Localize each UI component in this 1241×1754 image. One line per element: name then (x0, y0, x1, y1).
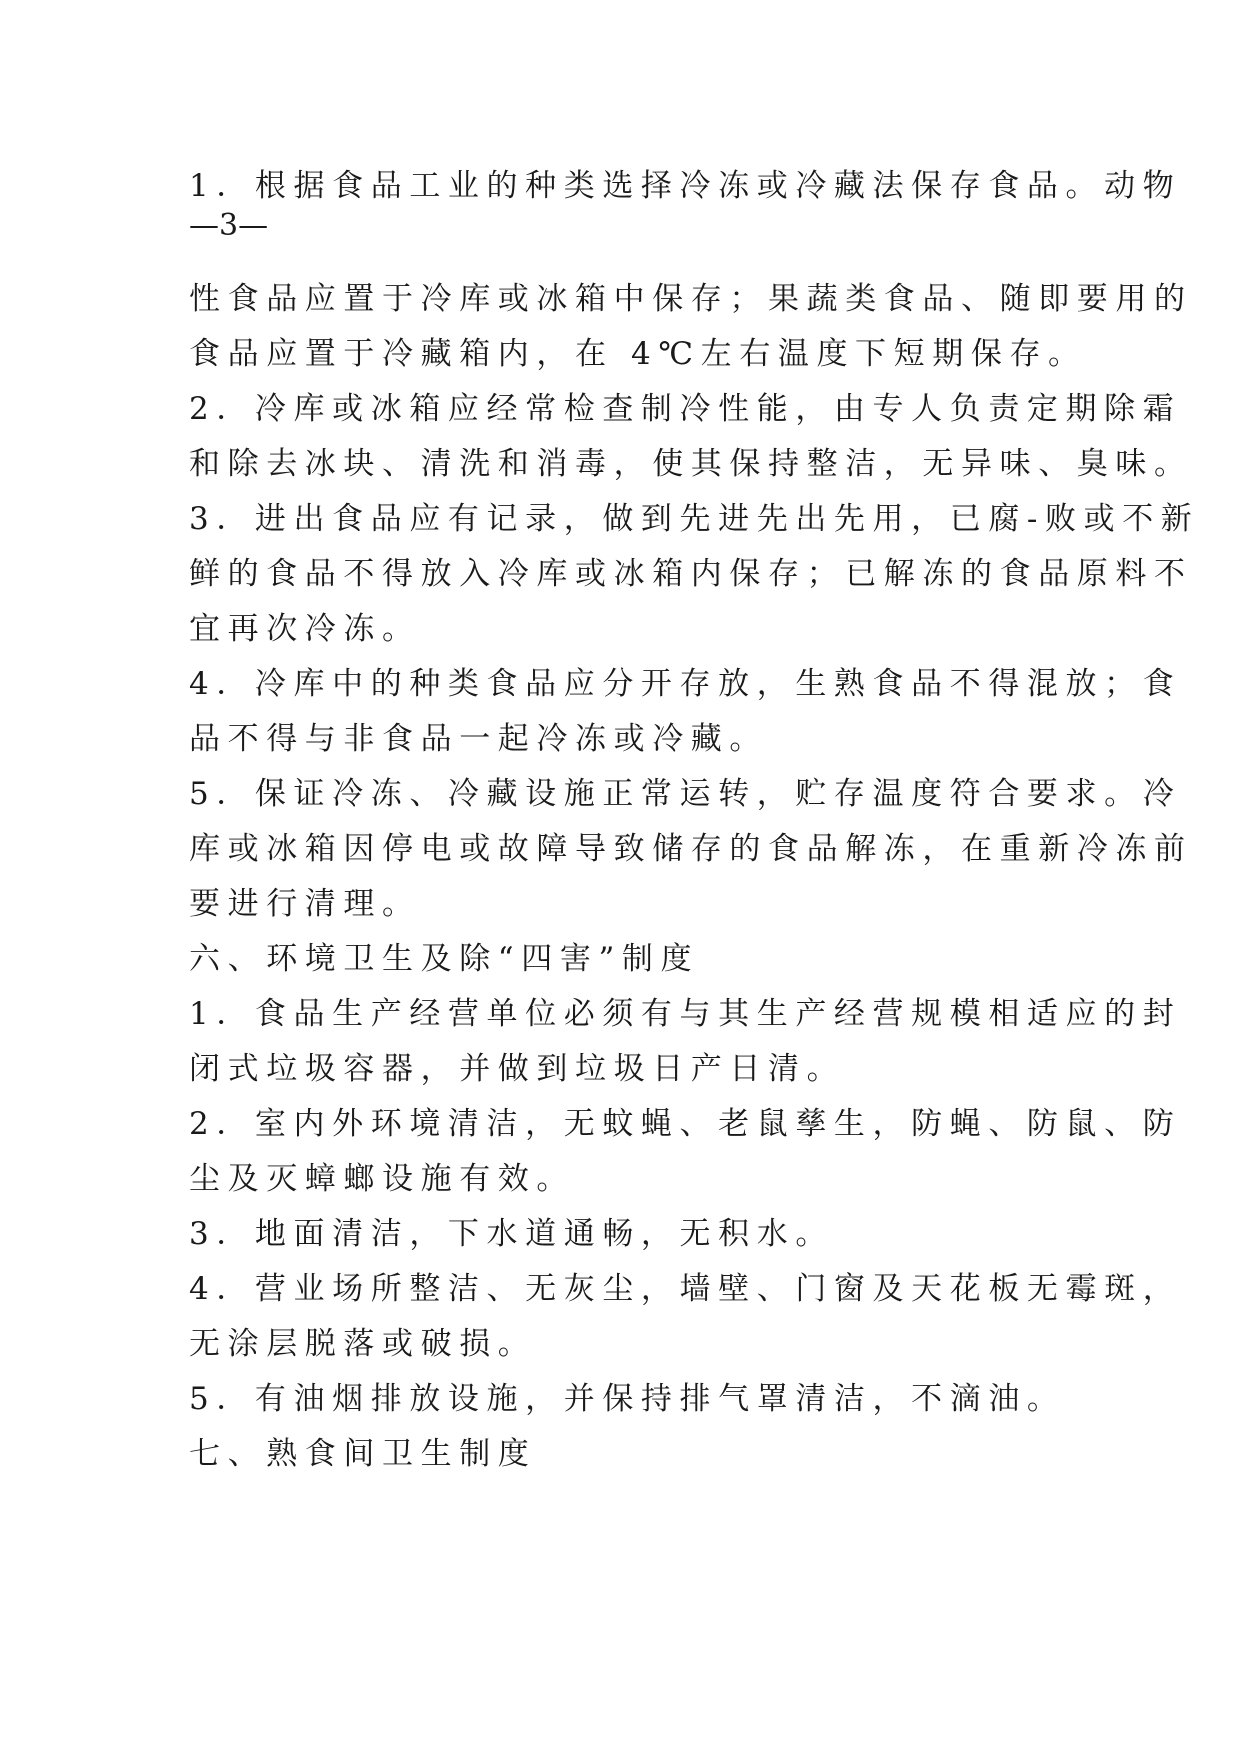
text-line: 1．食品生产经营单位必须有与其生产经营规模相适应的封 (189, 996, 1182, 1032)
text-line: 4．营业场所整洁、无灰尘，墙壁、门窗及天花板无霉斑， (189, 1271, 1182, 1307)
text-line: 品不得与非食品一起冷冻或冷藏。 (189, 721, 768, 757)
text-line: 尘及灭蟑螂设施有效。 (189, 1161, 575, 1197)
text-line: 宜再次冷冻。 (189, 611, 421, 647)
text-line: 4．冷库中的种类食品应分开存放，生熟食品不得混放；食 (189, 666, 1182, 702)
text-line: 和除去冰块、清洗和消毒，使其保持整洁，无异味、臭味。 (189, 446, 1193, 482)
text-line: 1．根据食品工业的种类选择冷冻或冷藏法保存食品。动物 (189, 168, 1182, 204)
text-line: 无涂层脱落或破损。 (189, 1326, 537, 1362)
text-line: 闭式垃圾容器，并做到垃圾日产日清。 (189, 1051, 846, 1087)
text-line: 性食品应置于冷库或冰箱中保存；果蔬类食品、随即要用的 (189, 281, 1193, 317)
text-line: 3．进出食品应有记录，做到先进先出先用，已腐-败或不新 (189, 501, 1200, 537)
text-line: 5．有油烟排放设施，并保持排气罩清洁，不滴油。 (189, 1381, 1066, 1417)
text-line: 要进行清理。 (189, 886, 421, 922)
text-line: 3．地面清洁，下水道通畅，无积水。 (189, 1216, 834, 1252)
text-line: 库或冰箱因停电或故障导致储存的食品解冻，在重新冷冻前 (189, 831, 1193, 867)
text-line: 2．冷库或冰箱应经常检查制冷性能，由专人负责定期除霜 (189, 391, 1182, 427)
page-number: —3— (189, 208, 269, 243)
text-line: 鲜的食品不得放入冷库或冰箱内保存；已解冻的食品原料不 (189, 556, 1193, 592)
text-line: 食品应置于冷藏箱内，在 4℃左右温度下短期保存。 (189, 336, 1087, 372)
text-line: 5．保证冷冻、冷藏设施正常运转，贮存温度符合要求。冷 (189, 776, 1182, 812)
section-heading: 六、环境卫生及除“四害”制度 (189, 941, 700, 977)
text-line: 2．室内外环境清洁，无蚊蝇、老鼠孳生，防蝇、防鼠、防 (189, 1106, 1182, 1142)
section-heading: 七、熟食间卫生制度 (189, 1436, 537, 1472)
